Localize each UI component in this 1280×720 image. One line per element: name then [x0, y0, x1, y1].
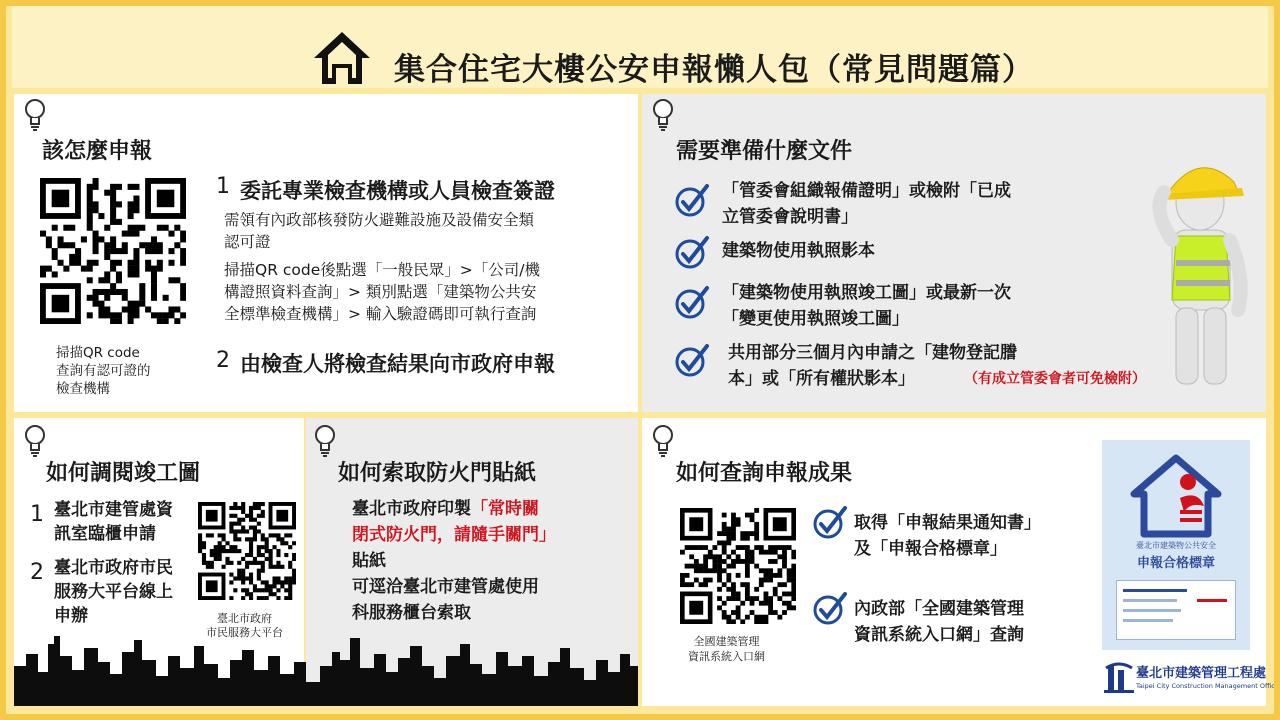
checkmark-icon [674, 342, 710, 378]
qr-caption: 臺北市政府 市民服務大平台 [206, 612, 283, 639]
badge-org: 臺北市建築物公共安全 [1136, 541, 1216, 550]
sticker-info-line [352, 496, 539, 522]
compliance-badge-image [1102, 440, 1250, 650]
method-text: 臺北市建管處資 訊室臨櫃申請 [54, 500, 173, 544]
lightbulb-icon [310, 422, 340, 460]
section-heading: 如何查詢申報成果 [676, 461, 853, 486]
header-bar [12, 6, 1268, 88]
step-title: 委託專業檢查機構或人員檢查簽證 [240, 179, 555, 203]
document-item: 建築物使用執照影本 [722, 241, 875, 261]
document-item: 共用部分三個月內申請之「建物登記謄 本」或「所有權狀影本」 [728, 343, 1017, 389]
city-skyline-illustration [14, 626, 638, 706]
item-number: 1 [30, 502, 44, 527]
checkmark-icon [812, 590, 848, 626]
agency-name: 臺北市建築管理工程處 [1136, 666, 1267, 681]
section-heading: 如何索取防火門貼紙 [338, 461, 537, 486]
step-number: 1 [216, 174, 230, 199]
result-method: 取得「申報結果通知書」 及「申報合格標章」 [854, 513, 1041, 559]
qr-code-national-portal[interactable] [680, 508, 796, 624]
checkmark-icon [674, 284, 710, 320]
exemption-note: （有成立管委會者可免檢附） [964, 371, 1146, 387]
qr-code-certified-agencies[interactable] [40, 178, 186, 324]
qr-code-citizen-platform[interactable] [198, 502, 296, 600]
sticker-info-line: 可逕洽臺北市建管處使用 [352, 577, 539, 597]
page-title: 集合住宅大樓公安申報懶人包（常見問題篇） [394, 52, 1034, 88]
step-description: 需領有內政部核發防火避難設施及設備安全類 認可證 [224, 211, 535, 251]
checkmark-icon [812, 504, 848, 540]
agency-emblem-icon [1104, 662, 1134, 694]
step-number: 2 [216, 348, 230, 373]
section-heading: 如何調閱竣工圖 [46, 461, 201, 486]
sticker-slogan: 閉式防火門，請隨手關門」 [352, 525, 556, 545]
lightbulb-icon [20, 422, 50, 460]
worker-figure-illustration [1142, 140, 1262, 390]
lightbulb-icon [20, 96, 50, 134]
sticker-slogan: 「常時關 [471, 499, 539, 519]
step-instructions: 掃描QR code後點選「一般民眾」>「公司/機 構證照資料查詢」> 類別點選「建築物公共安 全標準檢查機構」> 輸入驗證碼即可執行查詢 [224, 261, 540, 323]
item-number: 2 [30, 560, 44, 585]
badge-house-logo [1128, 454, 1224, 538]
lightbulb-icon [648, 422, 678, 460]
document-item: 「建築物使用執照竣工圖」或最新一次 「變更使用執照竣工圖」 [722, 283, 1011, 329]
sticker-info-line: 貼紙 [352, 551, 386, 571]
checkmark-icon [674, 182, 710, 218]
panel-documents [642, 94, 1266, 412]
result-method: 內政部「全國建築管理 資訊系統入口網」查詢 [854, 599, 1024, 645]
checkmark-icon [674, 234, 710, 270]
method-text: 臺北市政府市民 服務大平台線上 申辦 [54, 558, 173, 626]
section-heading: 該怎麼申報 [42, 139, 153, 164]
agency-logo [1104, 660, 1279, 696]
house-icon [310, 28, 374, 86]
panel-how-to-report [14, 94, 638, 412]
sticker-info-line: 科服務櫃台索取 [352, 603, 471, 623]
step-title: 由檢查人將檢查結果向市政府申報 [240, 352, 555, 376]
section-heading: 需要準備什麼文件 [676, 139, 853, 164]
agency-english-name: Taipei City Construction Management Office [1136, 682, 1279, 690]
qr-caption: 掃描QR code 查詢有認可證的 檢查機構 [56, 345, 151, 397]
badge-title: 申報合格標章 [1136, 556, 1215, 571]
lightbulb-icon [648, 96, 678, 134]
document-item: 「管委會組織報備證明」或檢附「已成 立管委會說明書」 [722, 181, 1011, 227]
sticker-info-prefix: 臺北市政府印製 [352, 499, 471, 519]
badge-info-box [1116, 580, 1236, 640]
qr-caption: 全國建築管理 資訊系統入口網 [688, 635, 765, 663]
